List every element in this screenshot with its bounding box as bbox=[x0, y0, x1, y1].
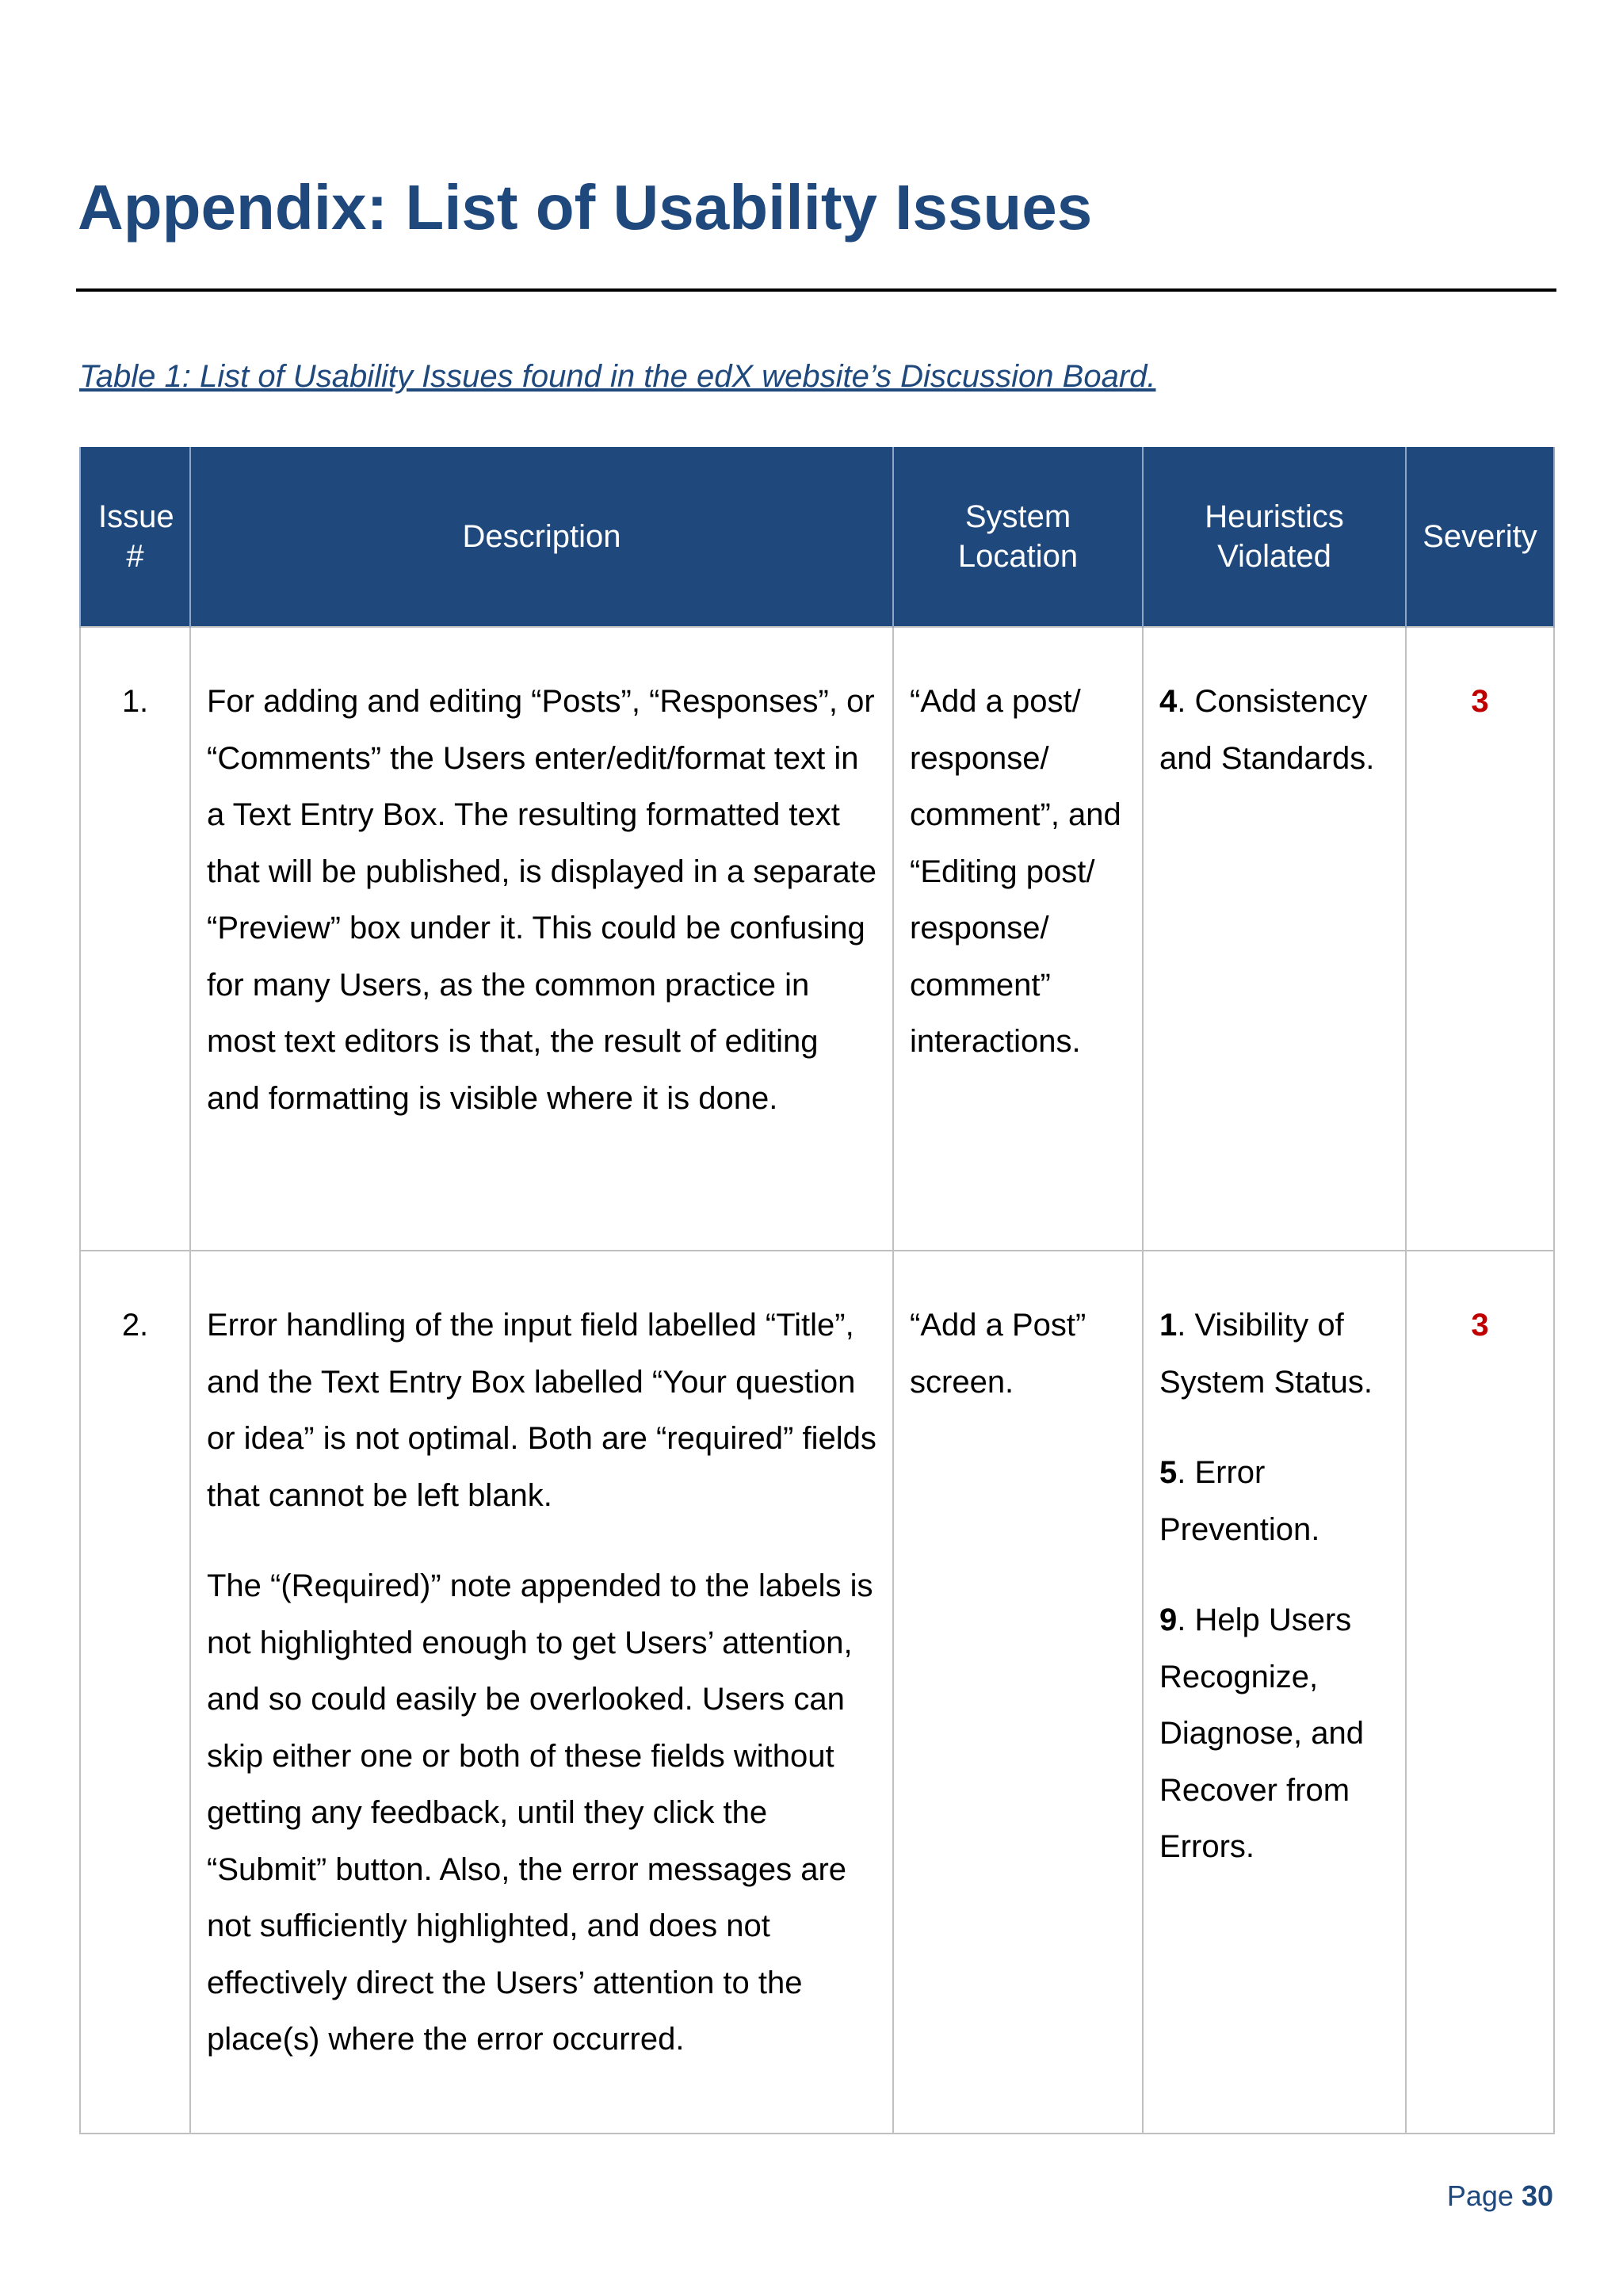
heuristic-number: 5 bbox=[1159, 1455, 1178, 1490]
issue-number-cell: 2. bbox=[80, 1251, 190, 2134]
issue-number-cell: 1. bbox=[80, 627, 190, 1251]
page-number: 30 bbox=[1521, 2179, 1553, 2212]
heuristic-item bbox=[1159, 1297, 1389, 1411]
table-row bbox=[80, 627, 1554, 1251]
page-footer bbox=[1447, 2179, 1553, 2213]
heuristic-number: 4 bbox=[1159, 684, 1178, 719]
severity-cell: 3 bbox=[1406, 627, 1554, 1251]
table-header-row bbox=[80, 447, 1554, 627]
description-paragraph: Error handling of the input field labelled “Title”, and the Text Entry Box labelled “Your question or idea” is not optimal. Both are “required” fields that cannot be left blank. bbox=[207, 1308, 876, 1513]
usability-issues-table bbox=[79, 447, 1555, 2134]
header-system-location: System Location bbox=[893, 447, 1143, 627]
title-divider bbox=[76, 288, 1556, 292]
heuristic-item bbox=[1159, 1592, 1389, 1876]
system-location-cell: “Add a post/ response/ comment”, and “Editing post/ response/ comment” interactions. bbox=[893, 627, 1143, 1251]
page-label: Page bbox=[1446, 2179, 1514, 2212]
heuristic-text: . Error Prevention. bbox=[1159, 1455, 1320, 1547]
severity-cell: 3 bbox=[1406, 1251, 1554, 2134]
heuristics-cell bbox=[1143, 627, 1406, 1251]
header-severity: Severity bbox=[1406, 447, 1554, 627]
header-issue-number: Issue # bbox=[80, 447, 190, 627]
description-cell bbox=[190, 627, 893, 1251]
heuristic-text: . Help Users Recognize, Diagnose, and Recover from Errors. bbox=[1159, 1603, 1364, 1864]
heuristic-text: . Visibility of System Status. bbox=[1159, 1308, 1373, 1400]
description-cell bbox=[190, 1251, 893, 2134]
heuristic-item bbox=[1159, 674, 1389, 787]
heuristic-text: . Consistency and Standards. bbox=[1159, 684, 1375, 776]
table-row bbox=[80, 1251, 1554, 2134]
heuristic-number: 1 bbox=[1159, 1308, 1178, 1343]
table-caption: Table 1: List of Usability Issues found in the edX website’s Discussion Board. bbox=[79, 359, 1156, 394]
description-paragraph: The “(Required)” note appended to the labels is not highlighted enough to get Users’ attention, and so could easily be overlooked. Users can skip either one or both of these fields without getting any feedback, until they click the “Submit” button. Also, the error messages are not sufficiently highlighted, and does not effectively direct the Users’ attention to the place(s) where the error occurred. bbox=[207, 1568, 873, 2057]
system-location-cell: “Add a Post” screen. bbox=[893, 1251, 1143, 2134]
heuristics-cell bbox=[1143, 1251, 1406, 2134]
page-title: Appendix: List of Usability Issues bbox=[78, 172, 1093, 243]
heuristic-number: 9 bbox=[1159, 1603, 1178, 1637]
header-heuristics-violated: Heuristics Violated bbox=[1143, 447, 1406, 627]
header-description: Description bbox=[190, 447, 893, 627]
heuristic-item bbox=[1159, 1445, 1389, 1558]
description-paragraph: For adding and editing “Posts”, “Responses”, or “Comments” the Users enter/edit/format text in a Text Entry Box. The resulting formatted text that will be published, is displayed in a separate “Preview” box under it. This could be confusing for many Users, as the common practice in most text editors is that, the result of editing and formatting is visible where it is done. bbox=[207, 684, 876, 1116]
